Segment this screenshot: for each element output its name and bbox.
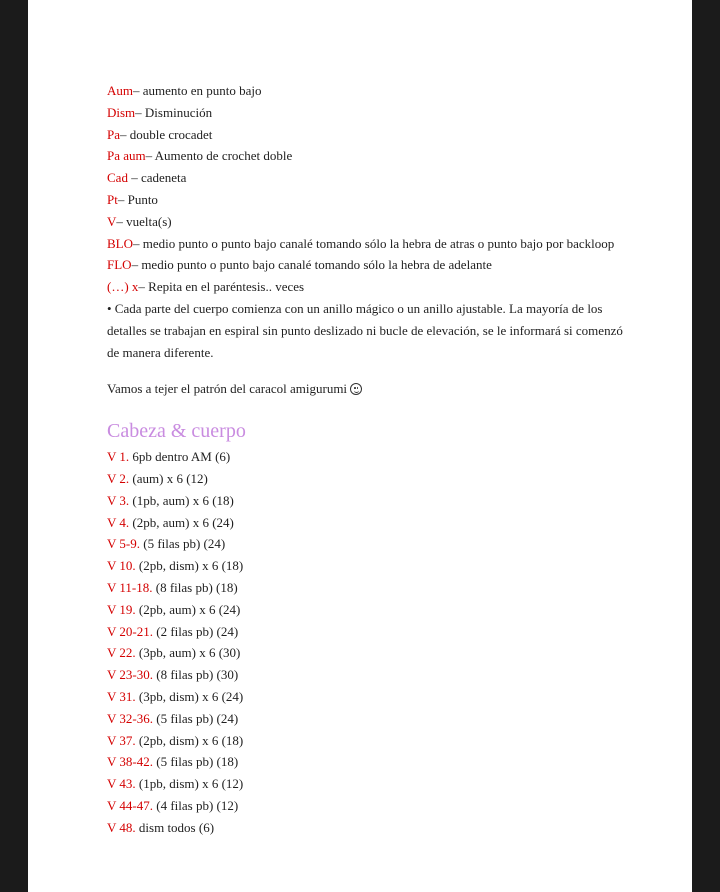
round-text: (2 filas pb) (24) [152, 623, 239, 639]
document-page [28, 0, 692, 892]
round-item [107, 490, 627, 512]
round-text: (2pb, dism) x 6 (18) [135, 558, 244, 574]
rounds-list [107, 446, 627, 838]
round-text: (8 filas pb) (30) [152, 667, 239, 683]
abbreviation-text: – vuelta(s) [116, 213, 172, 229]
round-label: V 22. [107, 645, 136, 661]
abbreviation-text: – Disminución [135, 104, 213, 120]
round-item [107, 512, 627, 534]
round-text: (2pb, dism) x 6 (18) [135, 732, 244, 748]
abbreviation-key: BLO [107, 235, 133, 251]
abbreviation-item [107, 124, 627, 146]
round-item [107, 468, 627, 490]
abbreviation-text: – cadeneta [127, 170, 187, 186]
round-text: (1pb, aum) x 6 (18) [129, 492, 234, 508]
round-text: (5 filas pb) (24) [152, 710, 239, 726]
round-text: (1pb, dism) x 6 (12) [135, 776, 244, 792]
round-label: V 31. [107, 688, 136, 704]
abbreviation-item [107, 145, 627, 167]
round-item [107, 664, 627, 686]
round-label: V 1. [107, 449, 130, 465]
intro-text: Vamos a tejer el patrón del caracol amigurumi [107, 381, 348, 397]
abbreviation-key: V [107, 213, 117, 229]
section-title: Cabeza & cuerpo [107, 420, 246, 443]
round-item [107, 730, 627, 752]
round-label: V 37. [107, 732, 136, 748]
round-label: V 23-30. [107, 667, 153, 683]
abbreviation-text: – Repita en el paréntesis.. veces [138, 279, 305, 295]
round-text: dism todos (6) [135, 819, 215, 835]
round-label: V 5-9. [107, 536, 140, 552]
abbreviation-key: Dism [107, 104, 136, 120]
round-text: (3pb, dism) x 6 (24) [135, 688, 244, 704]
abbreviation-key: Aum [107, 83, 133, 98]
round-item [107, 621, 627, 643]
round-item [107, 795, 627, 817]
round-label: V 2. [107, 470, 130, 486]
abbreviation-item [107, 254, 627, 276]
round-label: V 43. [107, 776, 136, 792]
abbreviation-list [107, 80, 627, 298]
abbreviation-key: FLO [107, 257, 132, 273]
round-item [107, 533, 627, 555]
round-item [107, 686, 627, 708]
round-text: 6pb dentro AM (6) [129, 449, 231, 465]
round-item [107, 642, 627, 664]
round-text: (aum) x 6 (12) [129, 470, 208, 486]
round-label: V 11-18. [107, 579, 153, 595]
abbreviation-item [107, 167, 627, 189]
abbreviation-key: Cad [107, 170, 128, 186]
abbreviation-text: – Aumento de crochet doble [145, 148, 293, 164]
round-text: (8 filas pb) (18) [152, 579, 238, 595]
round-label: V 19. [107, 601, 136, 617]
abbreviation-text: – aumento en punto bajo [133, 83, 262, 98]
round-label: V 10. [107, 558, 136, 574]
round-item [107, 446, 627, 468]
abbreviation-text: – double crocadet [120, 126, 213, 142]
round-item [107, 708, 627, 730]
smiley-icon [350, 383, 362, 395]
round-label: V 44-47. [107, 797, 153, 813]
round-item [107, 555, 627, 577]
round-item [107, 817, 627, 839]
abbreviation-text: – Punto [117, 191, 158, 207]
round-label: V 32-36. [107, 710, 153, 726]
abbreviation-key: (…) x [107, 279, 139, 295]
round-item [107, 599, 627, 621]
abbreviation-key: Pa aum [107, 148, 146, 164]
abbreviation-text: – medio punto o punto bajo canalé tomando sólo la hebra de atras o punto bajo por backloop [133, 235, 615, 251]
round-text: (5 filas pb) (24) [139, 536, 226, 552]
round-label: V 4. [107, 514, 130, 530]
abbreviation-key: Pa [107, 126, 120, 142]
intro-line [107, 378, 627, 400]
round-text: (3pb, aum) x 6 (30) [135, 645, 241, 661]
round-item [107, 773, 627, 795]
round-text: (4 filas pb) (12) [152, 797, 239, 813]
round-label: V 48. [107, 819, 136, 835]
construction-note: • Cada parte del cuerpo comienza con un anillo mágico o un anillo ajustable. La mayoría de los detalles se trabajan en espiral sin punto deslizado ni bucle de elevación, se le informará si comenzó de manera diferente. [107, 300, 623, 360]
round-label: V 38-42. [107, 754, 153, 770]
pattern-content [107, 80, 627, 839]
abbreviation-item [107, 276, 627, 298]
abbreviation-item [107, 80, 627, 102]
abbreviation-text: – medio punto o punto bajo canalé tomando sólo la hebra de adelante [131, 257, 492, 273]
round-text: (2pb, aum) x 6 (24) [129, 514, 234, 530]
round-text: (2pb, aum) x 6 (24) [135, 601, 241, 617]
round-label: V 20-21. [107, 623, 153, 639]
round-item [107, 751, 627, 773]
abbreviation-key: Pt [107, 191, 118, 207]
abbreviation-item [107, 211, 627, 233]
abbreviation-item [107, 233, 627, 255]
round-item [107, 577, 627, 599]
round-label: V 3. [107, 492, 130, 508]
abbreviation-item [107, 189, 627, 211]
abbreviation-item [107, 102, 627, 124]
round-text: (5 filas pb) (18) [152, 754, 239, 770]
